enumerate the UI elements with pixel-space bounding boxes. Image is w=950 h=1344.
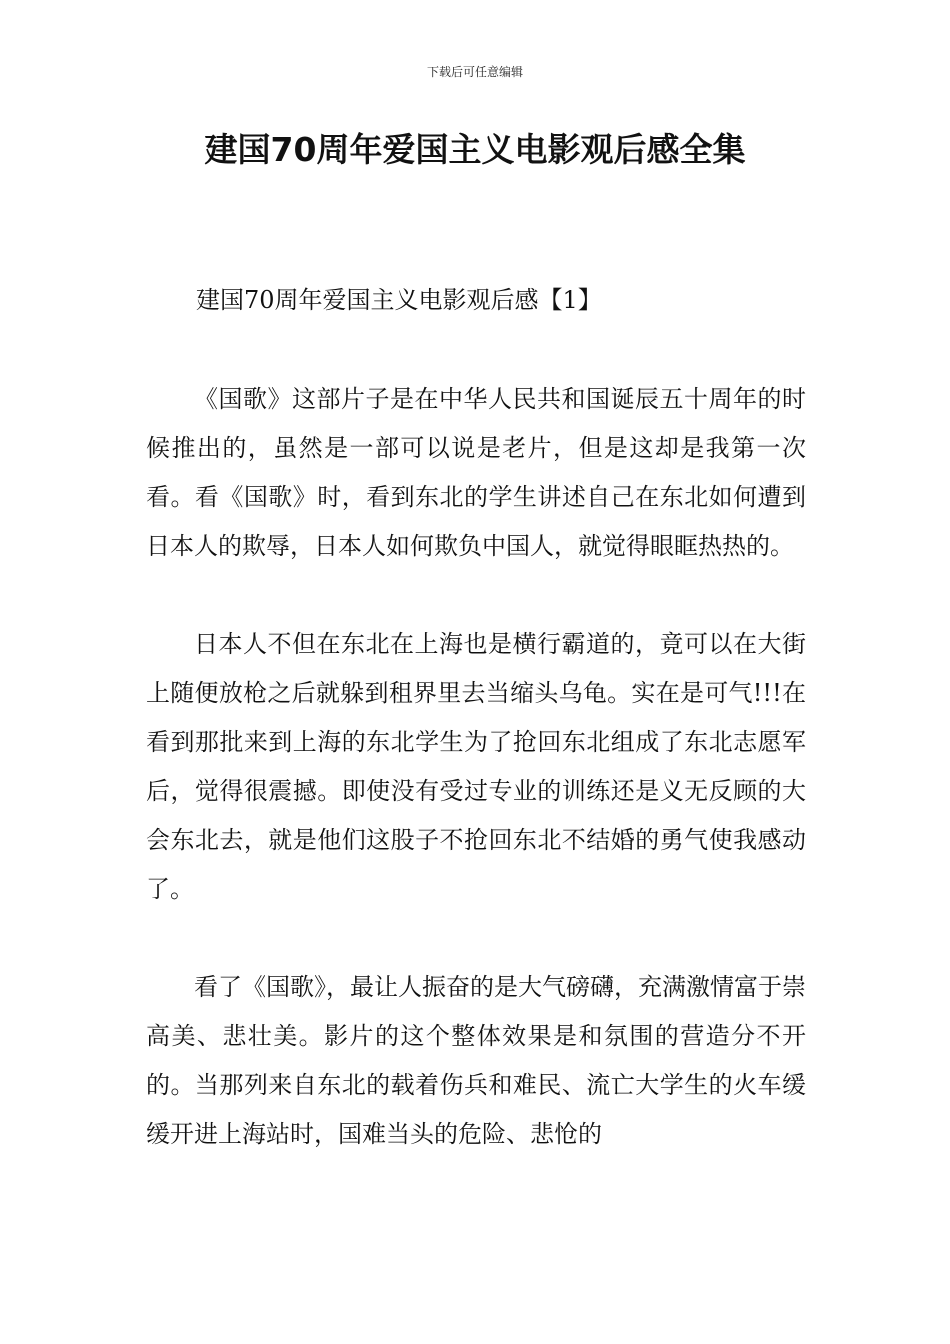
header-note: 下载后可任意编辑 <box>426 65 523 79</box>
paragraph-1: 《国歌》这部片子是在中华人民共和国诞辰五十周年的时候推出的，虽然是一部可以说是老片，但是这却是我第一次看。看《国歌》时，看到东北的学生讲述自己在东北如何遭到日本人的欺辱，日本人如何欺负中国人，就觉得眼眶热热的。 <box>146 385 806 560</box>
section-heading: 建国70周年爱国主义电影观后感【1】 <box>196 286 602 314</box>
document-title: 建国70周年爱国主义电影观后感全集 <box>204 130 746 169</box>
paragraph-2: 日本人不但在东北在上海也是横行霸道的，竟可以在大街上随便放枪之后就躲到租界里去当缩头乌龟。实在是可气!!!在看到那批来到上海的东北学生为了抢回东北组成了东北志愿军后，觉得很震撼。即使没有受过专业的训练还是义无反顾的大会东北去，就是他们这股子不抢回东北不结婚的勇气使我感动了。 <box>146 630 806 903</box>
paragraph-3: 看了《国歌》，最让人振奋的是大气磅礴，充满激情富于崇高美、悲壮美。影片的这个整体效果是和氛围的营造分不开的。当那列来自东北的载着伤兵和难民、流亡大学生的火车缓缓开进上海站时，国难当头的危险、悲怆的 <box>146 973 806 1148</box>
document-body <box>146 276 806 1208</box>
